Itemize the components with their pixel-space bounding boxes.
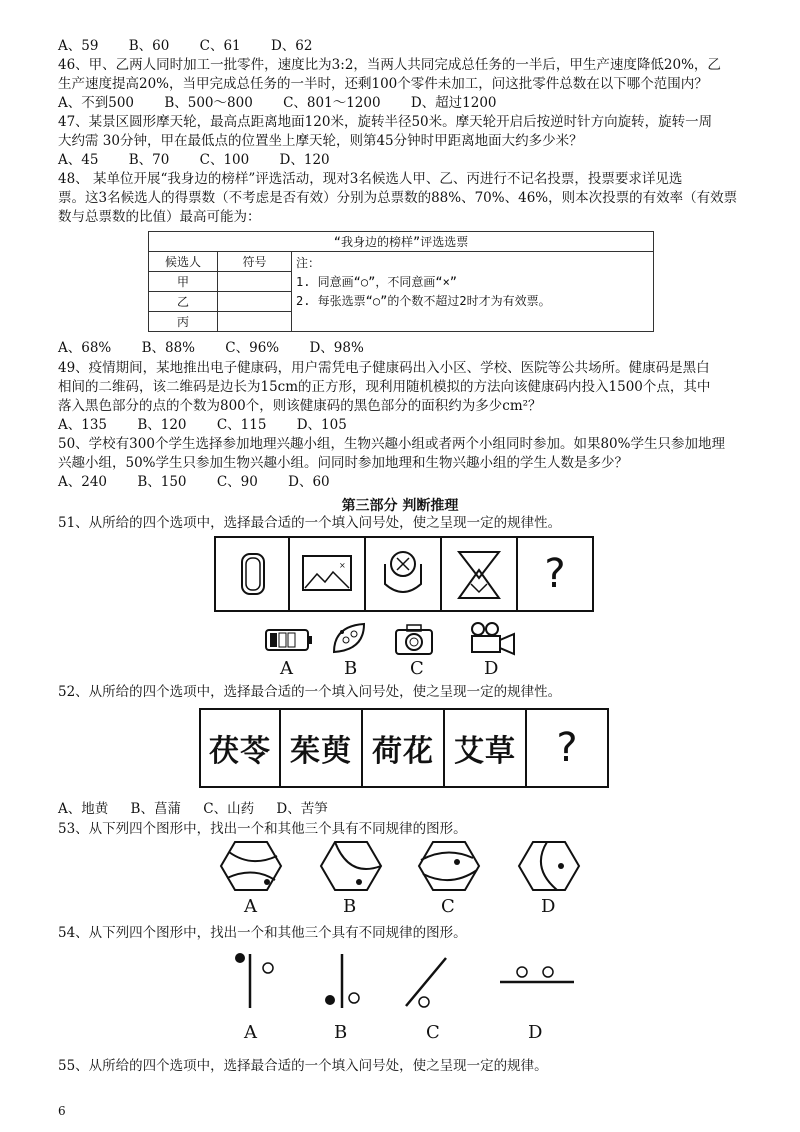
ballot-symbol-cell (218, 292, 292, 312)
option-label: D (484, 658, 499, 679)
ballot-note-2: 2. 每张选票“○”的个数不超过2时才为有效票。 (296, 294, 551, 308)
option: A、地黄 (58, 801, 109, 817)
q49-options (58, 416, 373, 434)
option: D、98% (309, 340, 364, 356)
q52-herb-cell (281, 708, 363, 788)
q54-figures (222, 948, 592, 1048)
hexagon-arc-figure (417, 838, 481, 894)
line-dot-figure (498, 948, 578, 1012)
q55-text: 55、从所给的四个选项中，选择最合适的一个填入问号处，使之呈现一定的规律。 (58, 1058, 548, 1074)
q49-text-line2: 相间的二维码，该二维码是边长为15cm的正方形，现利用随机模拟的方法向该健康码内投入1500个点，其中 (58, 379, 711, 395)
movie-camera-icon (466, 620, 522, 656)
q48-text-line2: 票。这3名候选人的得票数（不考虑是否有效）分别为总票数的88%、70%、46%，则本次投票的有效率（有效票 (58, 190, 738, 206)
option-label: C (441, 896, 455, 917)
q49-text-line1: 49、疫情期间，某地推出电子健康码，用户需凭电子健康码出入小区、学校、医院等公共场所。健康码是黑白 (58, 360, 710, 376)
option-label: A (244, 1022, 257, 1043)
option: A、45 (58, 152, 99, 168)
option: D、62 (270, 38, 313, 54)
hexagon-arc-figure (517, 838, 581, 894)
option: B、60 (128, 38, 170, 54)
q48-options (58, 339, 390, 357)
q48-text-line1: 48、 某单位开展“我身边的榜样”评选活动，现对3名候选人甲、乙、丙进行不记名投票，投票要求详见选 (58, 171, 683, 187)
option-label: A (280, 658, 293, 679)
option: C、96% (225, 340, 280, 356)
q52-sequence (199, 708, 609, 788)
q51-figure-2 (290, 536, 366, 612)
q51-sequence (214, 536, 594, 612)
q49-text-line3: 落入黑色部分的点的个数为800个，则该健康码的黑色部分的面积约为多少cm²？ (58, 398, 542, 414)
ballot-col-symbol: 符号 (218, 252, 292, 272)
option-label: D (541, 896, 556, 917)
option-label: C (410, 658, 424, 679)
option: C、90 (216, 474, 258, 490)
q51-figure-3 (366, 536, 442, 612)
option: D、60 (288, 474, 330, 490)
q54-text: 54、从下列四个图形中，找出一个和其他三个具有不同规律的图形。 (58, 925, 467, 941)
herb-name: 茯苓 (209, 734, 271, 769)
option: D、120 (279, 152, 330, 168)
landscape-picture-icon (297, 544, 357, 604)
ballot-table (148, 231, 654, 332)
option: C、山药 (203, 801, 255, 817)
ballot-symbol-cell (218, 312, 292, 332)
ballot-candidate: 乙 (149, 292, 218, 312)
q53-text: 53、从下列四个图形中，找出一个和其他三个具有不同规律的图形。 (58, 821, 467, 837)
ballot-note-title: 注： (296, 256, 321, 270)
page-number: 6 (58, 1104, 66, 1118)
q52-herb-cell (445, 708, 527, 788)
q50-options (58, 473, 356, 491)
q52-herb-cell (199, 708, 281, 788)
herb-name: 荷花 (372, 734, 434, 769)
hexagon-arc-figure (319, 838, 383, 894)
option: C、61 (199, 38, 241, 54)
rounded-rect-icon (222, 544, 282, 604)
line-dot-figure (228, 948, 288, 1012)
option: B、菖蒲 (130, 801, 181, 817)
option-label: A (244, 896, 257, 917)
ballot-note-1: 1. 同意画“○”，不同意画“×” (296, 275, 458, 289)
option: C、115 (216, 417, 267, 433)
q45-options (58, 37, 338, 55)
ballot-candidate: 甲 (149, 272, 218, 292)
question-mark: ? (544, 551, 566, 597)
svg-text:×: × (339, 561, 346, 570)
option-label: B (344, 658, 358, 679)
q51-options (262, 620, 532, 680)
q52-options (58, 800, 346, 818)
hexagon-arc-figure (219, 838, 283, 894)
q50-text-line2: 兴趣小组，50%学生只参加生物兴趣小组。问同时参加地理和生物兴趣小组的学生人数是多少？ (58, 455, 629, 471)
q47-options (58, 151, 356, 169)
option-label: B (343, 896, 357, 917)
ballot-candidate: 丙 (149, 312, 218, 332)
option: A、不到500 (58, 95, 135, 111)
option: B、150 (137, 474, 187, 490)
q48-text-line3: 数与总票数的比值）最高可能为： (58, 209, 261, 225)
option: A、240 (58, 474, 108, 490)
battery-icon (262, 624, 322, 654)
leaf-gamepad-icon (330, 620, 370, 656)
ballot-notes (292, 252, 654, 332)
q51-figure-4 (442, 536, 518, 612)
q51-question-cell (518, 536, 594, 612)
section-title: 第三部分 判断推理 (341, 498, 459, 514)
line-dot-figure (318, 948, 378, 1012)
cup-cross-icon (373, 544, 433, 604)
camera-icon (392, 622, 436, 656)
q46-text-line2: 生产速度提高20%，当甲完成总任务的一半时，还剩100个零件未加工，问这批零件总数在以下哪个范围内？ (58, 76, 708, 92)
question-mark: ? (556, 725, 578, 771)
q46-options (58, 94, 523, 112)
herb-name: 茱萸 (290, 734, 352, 769)
q46-text-line1: 46、甲、乙两人同时加工一批零件，速度比为3:2，当两人共同完成总任务的一半后，甲生产速度降低20%，乙 (58, 57, 721, 73)
option: A、68% (58, 340, 112, 356)
option: B、88% (141, 340, 195, 356)
q53-figures (215, 838, 585, 918)
line-dot-figure (402, 948, 462, 1012)
q52-question-cell (527, 708, 609, 788)
herb-name: 艾草 (454, 734, 516, 769)
option: B、120 (137, 417, 187, 433)
option-label: D (528, 1022, 543, 1043)
q52-herb-cell (363, 708, 445, 788)
option: C、100 (199, 152, 250, 168)
option: D、105 (296, 417, 347, 433)
q47-text-line2: 大约需 30分钟，甲在最低点的位置坐上摩天轮，则第45分钟时甲距离地面大约多少米？ (58, 133, 583, 149)
option: B、500～800 (164, 95, 253, 111)
ballot-title: “我身边的榜样”评选选票 (149, 232, 654, 252)
q52-text: 52、从所给的四个选项中，选择最合适的一个填入问号处，使之呈现一定的规律性。 (58, 684, 562, 700)
option-label: B (334, 1022, 348, 1043)
option: D、超过1200 (410, 95, 497, 111)
q51-figure-1 (214, 536, 290, 612)
option: B、70 (128, 152, 170, 168)
hourglass-triangle-icon (449, 544, 509, 604)
q47-text-line1: 47、某景区圆形摩天轮，最高点距离地面120米，旋转半径50米。摩天轮开启后按逆时针方向旋转，旋转一周 (58, 114, 713, 130)
q50-text-line1: 50、学校有300个学生选择参加地理兴趣小组，生物兴趣小组或者两个小组同时参加。如果80%学生只参加地理 (58, 436, 725, 452)
ballot-symbol-cell (218, 272, 292, 292)
q51-text: 51、从所给的四个选项中，选择最合适的一个填入问号处，使之呈现一定的规律性。 (58, 515, 562, 531)
option: D、苦笋 (276, 801, 328, 817)
option-label: C (426, 1022, 440, 1043)
option: A、59 (58, 38, 99, 54)
option: A、135 (58, 417, 108, 433)
ballot-col-candidate: 候选人 (149, 252, 218, 272)
option: C、801～1200 (283, 95, 381, 111)
